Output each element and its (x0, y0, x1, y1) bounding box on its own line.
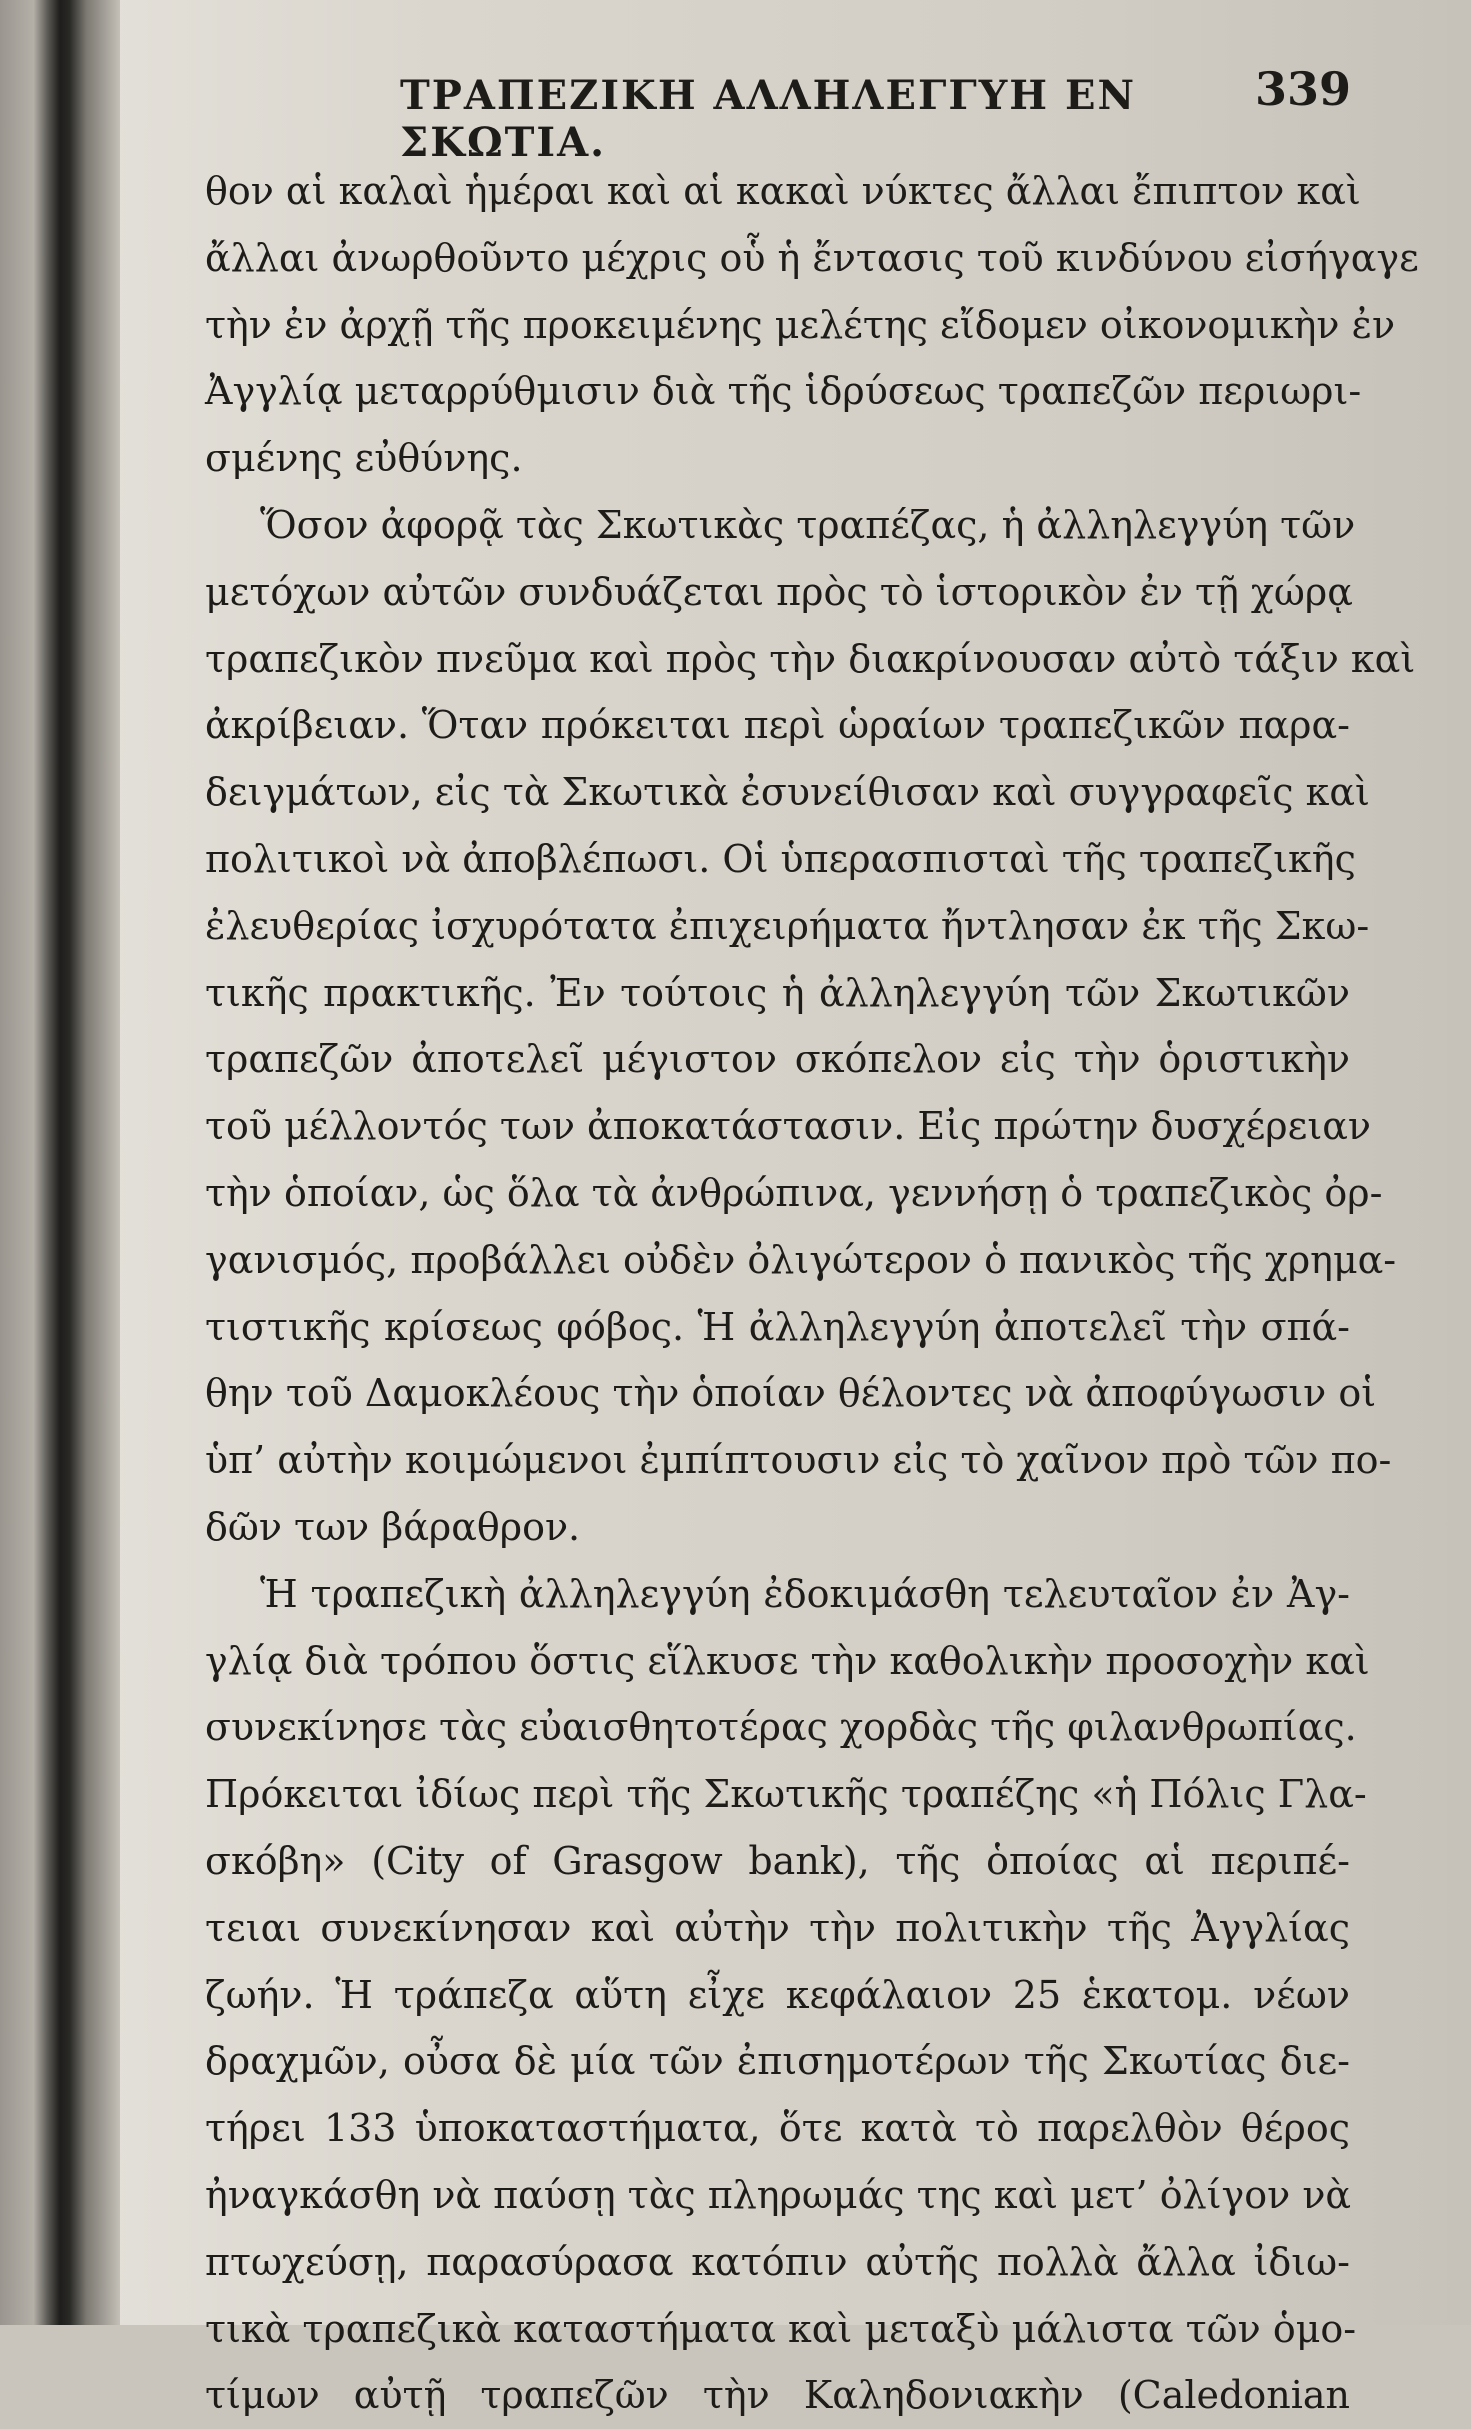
text-line: τήρει 133 ὑποκαταστήματα, ὅτε κατὰ τὸ παρελθὸν θέρος (205, 2106, 1350, 2151)
text-line: Πρόκειται ἰδίως περὶ τῆς Σκωτικῆς τραπέζης «ἡ Πόλις Γλα- (205, 1772, 1367, 1817)
text-line: Ἀγγλίᾳ μεταρρύθμισιν διὰ τῆς ἱδρύσεως τραπεζῶν περιωρι- (205, 369, 1362, 414)
text-line: δειγμάτων, εἰς τὰ Σκωτικὰ ἐσυνείθισαν καὶ συγγραφεῖς καὶ (205, 770, 1370, 815)
text-line: ἠναγκάσθη νὰ παύσῃ τὰς πληρωμάς της καὶ μετ’ ὀλίγον νὰ (205, 2172, 1352, 2217)
text-line: πτωχεύσῃ, παρασύρασα κατόπιν αὐτῆς πολλὰ ἄλλα ἰδιω- (205, 2239, 1350, 2284)
page-number: 339 (1254, 62, 1351, 116)
text-line: τειαι συνεκίνησαν καὶ αὐτὴν τὴν πολιτικὴν τῆς Ἀγγλίας (205, 1905, 1350, 1950)
text-line: τικῆς πρακτικῆς. Ἐν τούτοις ἡ ἀλληλεγγύη τῶν Σκωτικῶν (205, 970, 1350, 1015)
text-line: τραπεζικὸν πνεῦμα καὶ πρὸς τὴν διακρίνουσαν αὐτὸ τάξιν καὶ (205, 636, 1416, 681)
text-line: τὴν ἐν ἀρχῇ τῆς προκειμένης μελέτης εἴδομεν οἰκονομικὴν ἐν (205, 302, 1396, 347)
text-line: Ἡ τραπεζικὴ ἀλληλεγγύη ἐδοκιμάσθη τελευταῖον ἐν Ἀγ- (260, 1571, 1350, 1616)
text-line: τὴν ὁποίαν, ὡς ὅλα τὰ ἀνθρώπινα, γεννήσῃ ὁ τραπεζικὸς ὀρ- (205, 1170, 1383, 1215)
text-line: ὑπ’ αὐτὴν κοιμώμενοι ἐμπίπτουσιν εἰς τὸ χαῖνον πρὸ τῶν πο- (205, 1438, 1392, 1483)
text-line: τιστικῆς κρίσεως φόβος. Ἡ ἀλληλεγγύη ἀποτελεῖ τὴν σπά- (205, 1304, 1350, 1349)
text-line: ἄλλαι ἀνωρθοῦντο μέχρις οὗ ἡ ἔντασις τοῦ κινδύνου εἰσήγαγε (205, 235, 1419, 280)
text-line: γλίᾳ διὰ τρόπου ὅστις εἵλκυσε τὴν καθολικὴν προσοχὴν καὶ (205, 1638, 1370, 1683)
text-line: συνεκίνησε τὰς εὐαισθητοτέρας χορδὰς τῆς φιλανθρωπίας. (205, 1705, 1357, 1750)
text-line: ζωήν. Ἡ τράπεζα αὕτη εἶχε κεφάλαιον 25 ἑκατομ. νέων (205, 1972, 1350, 2017)
text-line: τραπεζῶν ἀποτελεῖ μέγιστον σκόπελον εἰς τὴν ὁριστικὴν (205, 1037, 1350, 1082)
text-line: ἀκρίβειαν. Ὅταν πρόκειται περὶ ὡραίων τραπεζικῶν παρα- (205, 703, 1350, 748)
text-line: σκόβη» (City of Grasgow bank), τῆς ὁποίας αἱ περιπέ- (205, 1838, 1350, 1883)
body-text (205, 158, 1419, 2429)
text-line: τοῦ μέλλοντός των ἀποκατάστασιν. Εἰς πρώτην δυσχέρειαν (205, 1104, 1371, 1149)
text-line: μετόχων αὐτῶν συνδυάζεται πρὸς τὸ ἱστορικὸν ἐν τῇ χώρᾳ (205, 569, 1353, 614)
text-line: δραχμῶν, οὖσα δὲ μία τῶν ἐπισημοτέρων τῆς Σκωτίας διε- (205, 2039, 1350, 2084)
running-title: ΤΡΑΠΕΖΙΚΗ ΑΛΛΗΛΕΓΓΥΗ ΕΝ ΣΚΩΤΙΑ. (400, 72, 1137, 166)
text-line: πολιτικοὶ νὰ ἀποβλέπωσι. Οἱ ὑπερασπισταὶ τῆς τραπεζικῆς (205, 836, 1356, 881)
text-line: τικὰ τραπεζικὰ καταστήματα καὶ μεταξὺ μάλιστα τῶν ὁμο- (205, 2306, 1357, 2351)
text-line: Ὅσον ἀφορᾷ τὰς Σκωτικὰς τραπέζας, ἡ ἀλληλεγγύη τῶν (260, 502, 1356, 547)
text-line: σμένης εὐθύνης. (205, 436, 523, 481)
text-line: θην τοῦ Δαμοκλέους τὴν ὁποίαν θέλοντες νὰ ἀποφύγωσιν οἱ (205, 1371, 1377, 1416)
text-line: τίμων αὐτῇ τραπεζῶν τὴν Καληδονιακὴν (Caledonian (205, 2373, 1350, 2418)
text-line: γανισμός, προβάλλει οὐδὲν ὀλιγώτερον ὁ πανικὸς τῆς χρημα- (205, 1237, 1397, 1282)
text-line: ἐλευθερίας ἰσχυρότατα ἐπιχειρήματα ἤντλησαν ἐκ τῆς Σκω- (205, 903, 1370, 948)
page-header (200, 62, 1351, 166)
text-line: θον αἱ καλαὶ ἡμέραι καὶ αἱ κακαὶ νύκτες ἄλλαι ἔπιπτον καὶ (205, 169, 1361, 213)
book-binding-gutter (0, 0, 120, 2325)
text-line: δῶν των βάραθρον. (205, 1504, 581, 1549)
